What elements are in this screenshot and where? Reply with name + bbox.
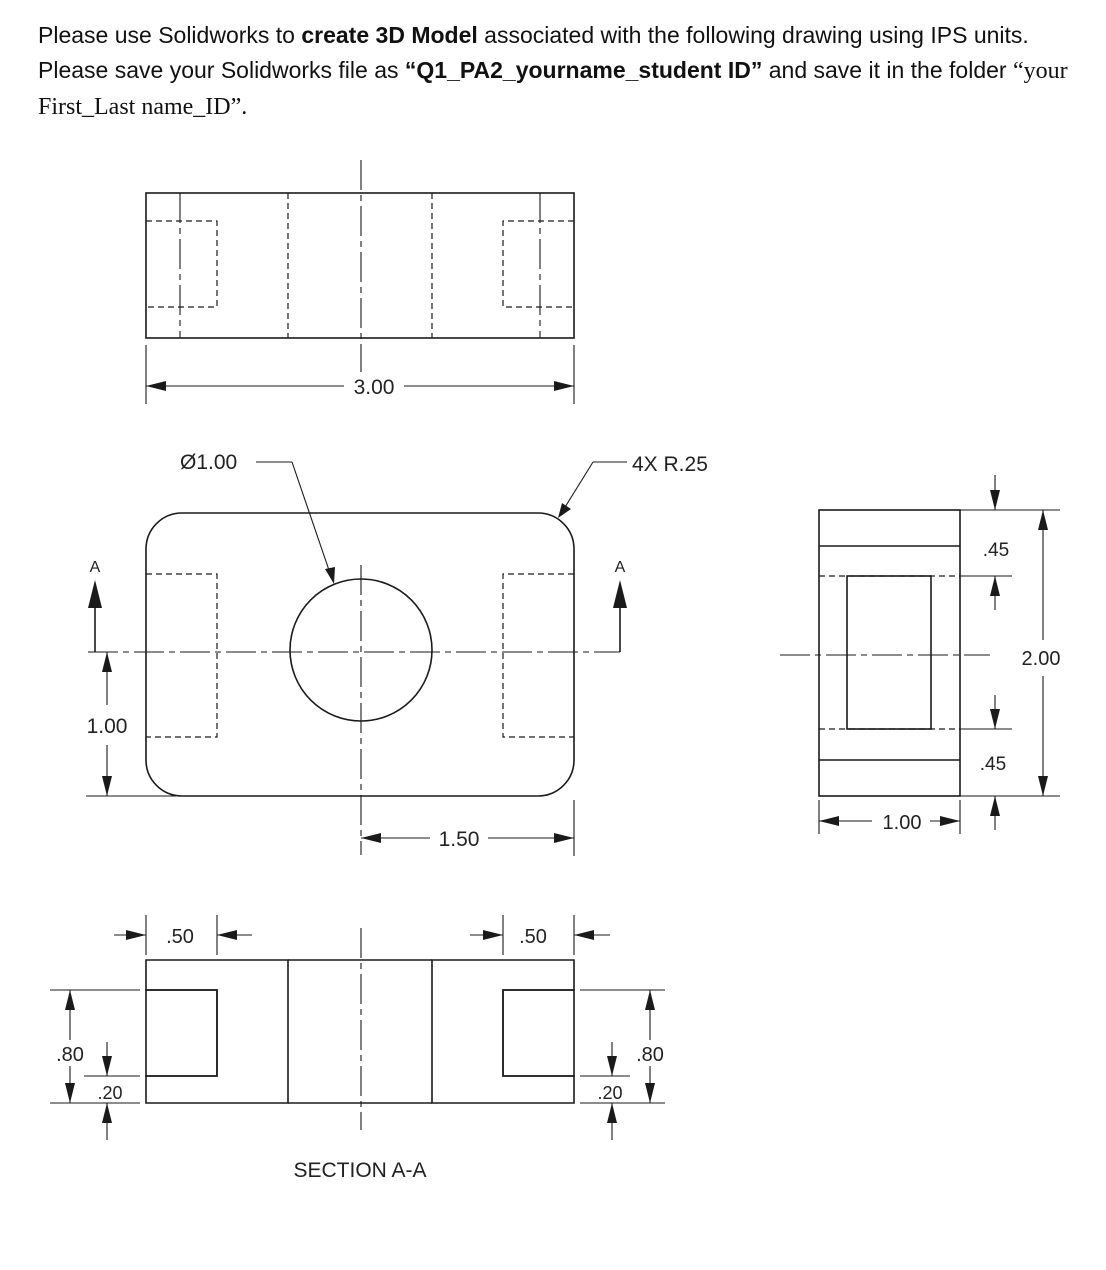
instr-part-2: associated with the following drawing using IPS units. Please save your Solidworks file as (38, 22, 1029, 83)
top-dim-arrow-left (146, 381, 166, 391)
top-dim-arrow-right (554, 381, 574, 391)
instr-part-3: and save it in the folder (762, 57, 1013, 83)
radius-label: 4X R.25 (632, 453, 708, 476)
side-dim-height-label: 2.00 (1021, 648, 1061, 670)
radius-leader-arrow (558, 503, 571, 518)
front-view-outline (146, 513, 574, 796)
half-width-arrow-right (554, 833, 574, 843)
section-right-width-label: .50 (519, 926, 547, 948)
side-view (780, 475, 1060, 834)
side-view-hole-outline (847, 576, 931, 729)
side-dim-bottom-label: .45 (979, 754, 1007, 775)
section-label-right: A (614, 559, 626, 576)
top-dim-width-label: 3.00 (353, 376, 395, 399)
section-arrow-right (613, 580, 627, 608)
top-view-outline (146, 193, 574, 338)
top-view-pocket-left (146, 221, 217, 307)
section-left-width-label: .50 (166, 926, 194, 948)
instr-part-1: Please use Solidworks to (38, 22, 302, 48)
section-pocket-left (146, 990, 217, 1076)
top-view (146, 160, 574, 404)
diameter-label: Ø1.00 (180, 451, 238, 474)
diameter-leader-arrow (325, 567, 335, 584)
section-right-height-label: .80 (636, 1044, 664, 1066)
side-dim-top-label: .45 (982, 540, 1010, 561)
instr-filename: “Q1_PA2_yourname_student ID” (404, 57, 763, 83)
half-width-arrow-left (361, 833, 381, 843)
front-view-pocket-left (146, 574, 217, 737)
side-view-outline (819, 510, 960, 796)
diameter-leader (292, 462, 331, 576)
section-pocket-right (503, 990, 574, 1076)
instr-folder: “your First_Last name_ID”. (38, 58, 1068, 120)
section-left-height-label: .80 (56, 1044, 84, 1066)
section-label-left: A (89, 559, 101, 576)
section-arrow-left (88, 580, 102, 608)
section-right-depth-label: .20 (597, 1083, 623, 1103)
section-title: SECTION A-A (293, 1159, 427, 1182)
front-height-label: 1.00 (86, 715, 128, 738)
radius-leader (562, 462, 593, 512)
section-left-depth-label: .20 (97, 1083, 123, 1103)
top-view-pocket-right (503, 221, 574, 307)
front-view (86, 451, 708, 856)
height-dim-arrow-bottom (102, 776, 112, 796)
side-dim-width-label: 1.00 (882, 812, 922, 834)
height-dim-arrow-top (102, 652, 112, 672)
front-half-width-label: 1.50 (438, 828, 480, 851)
instr-bold-1: create 3D Model (301, 22, 478, 48)
front-view-pocket-right (503, 574, 574, 737)
section-view (50, 915, 665, 1182)
